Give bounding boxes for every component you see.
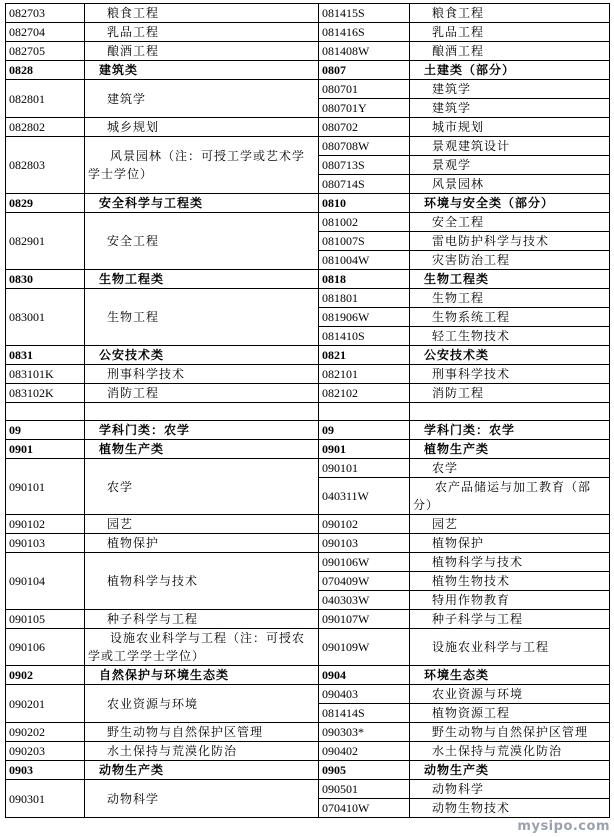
old-major-code: 080713S xyxy=(319,156,410,175)
old-major-code: 090106W xyxy=(319,553,410,572)
table-row xyxy=(6,742,610,761)
old-major-code: 080701 xyxy=(319,80,410,99)
old-major-code: 09 xyxy=(319,421,410,440)
table-row xyxy=(6,289,610,308)
old-major-code: 081801 xyxy=(319,289,410,308)
watermark: mysipo.com xyxy=(517,819,610,834)
new-major-code: 082901 xyxy=(6,213,85,270)
old-major-name: 学科门类：农学 xyxy=(410,421,610,440)
spacer-row xyxy=(6,403,610,421)
new-major-name: 动物生产类 xyxy=(85,761,319,780)
new-major-name: 城乡规划 xyxy=(85,118,319,137)
new-major-code: 090102 xyxy=(6,515,85,534)
old-major-code: 0818 xyxy=(319,270,410,289)
old-major-code: 090102 xyxy=(319,515,410,534)
old-major-name: 建筑学 xyxy=(410,99,610,118)
old-major-name: 农业资源与环境 xyxy=(410,685,610,704)
old-major-name: 植物科学与技术 xyxy=(410,553,610,572)
table-row xyxy=(6,515,610,534)
old-major-name: 公安技术类 xyxy=(410,346,610,365)
new-major-name: 建筑学 xyxy=(85,80,319,118)
new-major-name: 自然保护与环境生态类 xyxy=(85,666,319,685)
old-major-code: 081408W xyxy=(319,42,410,61)
new-major-code: 082705 xyxy=(6,42,85,61)
old-major-code: 090103 xyxy=(319,534,410,553)
new-major-name: 农学 xyxy=(85,459,319,515)
new-major-code: 083102K xyxy=(6,384,85,403)
new-major-code: 090105 xyxy=(6,610,85,629)
old-major-name: 野生动物与自然保护区管理 xyxy=(410,723,610,742)
old-major-code: 082101 xyxy=(319,365,410,384)
old-major-name: 景观建筑设计 xyxy=(410,137,610,156)
category-row xyxy=(6,421,610,440)
old-major-name: 环境与安全类（部分） xyxy=(410,194,610,213)
old-major-code: 081415S xyxy=(319,4,410,23)
table-row xyxy=(6,534,610,553)
new-major-name: 种子科学与工程 xyxy=(85,610,319,629)
old-major-code: 0904 xyxy=(319,666,410,685)
old-major-name: 酿酒工程 xyxy=(410,42,610,61)
old-major-name: 设施农业科学与工程 xyxy=(410,629,610,666)
empty-cell xyxy=(410,403,610,421)
old-major-name: 水土保持与荒漠化防治 xyxy=(410,742,610,761)
old-major-code: 081414S xyxy=(319,704,410,723)
old-major-code: 090501 xyxy=(319,780,410,799)
old-major-name: 乳品工程 xyxy=(410,23,610,42)
new-major-code: 090301 xyxy=(6,780,85,818)
old-major-code: 0821 xyxy=(319,346,410,365)
new-major-code: 090203 xyxy=(6,742,85,761)
old-major-code: 081004W xyxy=(319,251,410,270)
old-major-name: 安全工程 xyxy=(410,213,610,232)
new-major-name: 植物科学与技术 xyxy=(85,553,319,610)
new-major-name: 水土保持与荒漠化防治 xyxy=(85,742,319,761)
new-major-code: 082703 xyxy=(6,4,85,23)
old-major-code: 081007S xyxy=(319,232,410,251)
new-major-code: 0830 xyxy=(6,270,85,289)
new-major-name: 学科门类：农学 xyxy=(85,421,319,440)
new-major-code: 083101K xyxy=(6,365,85,384)
new-major-name: 园艺 xyxy=(85,515,319,534)
new-major-name: 安全科学与工程类 xyxy=(85,194,319,213)
old-major-code: 080714S xyxy=(319,175,410,194)
category-row xyxy=(6,666,610,685)
new-major-name: 刑事科学技术 xyxy=(85,365,319,384)
new-major-code: 090106 xyxy=(6,629,85,666)
old-major-name: 园艺 xyxy=(410,515,610,534)
old-major-name: 生物系统工程 xyxy=(410,308,610,327)
old-major-name: 景观学 xyxy=(410,156,610,175)
old-major-name: 城市规划 xyxy=(410,118,610,137)
table-row xyxy=(6,723,610,742)
old-major-name: 消防工程 xyxy=(410,384,610,403)
table-row xyxy=(6,610,610,629)
empty-cell xyxy=(85,403,319,421)
empty-cell xyxy=(6,403,85,421)
category-row xyxy=(6,61,610,80)
new-major-name: 安全工程 xyxy=(85,213,319,270)
old-major-code: 080708W xyxy=(319,137,410,156)
new-major-name: 公安技术类 xyxy=(85,346,319,365)
old-major-name: 土建类（部分） xyxy=(410,61,610,80)
old-major-code: 090109W xyxy=(319,629,410,666)
old-major-code: 070409W xyxy=(319,572,410,591)
old-major-code: 082102 xyxy=(319,384,410,403)
old-major-name: 种子科学与工程 xyxy=(410,610,610,629)
old-major-name: 农产品储运与加工教育（部分） xyxy=(410,478,610,515)
new-major-name: 建筑类 xyxy=(85,61,319,80)
new-major-code: 0902 xyxy=(6,666,85,685)
new-major-code: 090103 xyxy=(6,534,85,553)
old-major-code: 080702 xyxy=(319,118,410,137)
table-row xyxy=(6,4,610,23)
new-major-name: 生物工程 xyxy=(85,289,319,346)
old-major-code: 070410W xyxy=(319,799,410,818)
new-major-code: 0829 xyxy=(6,194,85,213)
old-major-name: 建筑学 xyxy=(410,80,610,99)
category-row xyxy=(6,270,610,289)
new-major-code: 09 xyxy=(6,421,85,440)
old-major-code: 090403 xyxy=(319,685,410,704)
new-major-code: 082801 xyxy=(6,80,85,118)
new-major-name: 植物保护 xyxy=(85,534,319,553)
new-major-name: 设施农业科学与工程（注：可授农学或工学学士学位） xyxy=(85,629,319,666)
old-major-name: 生物工程 xyxy=(410,289,610,308)
new-major-name: 风景园林（注：可授工学或艺术学学士学位） xyxy=(85,137,319,194)
empty-cell xyxy=(319,403,410,421)
old-major-code: 081410S xyxy=(319,327,410,346)
old-major-name: 灾害防治工程 xyxy=(410,251,610,270)
table-row xyxy=(6,137,610,156)
new-major-code: 090101 xyxy=(6,459,85,515)
old-major-code: 090101 xyxy=(319,459,410,478)
old-major-name: 特用作物教育 xyxy=(410,591,610,610)
new-major-name: 植物生产类 xyxy=(85,440,319,459)
new-major-code: 0901 xyxy=(6,440,85,459)
table-row xyxy=(6,23,610,42)
old-major-name: 动物生物技术 xyxy=(410,799,610,818)
old-major-code: 090402 xyxy=(319,742,410,761)
new-major-code: 090104 xyxy=(6,553,85,610)
new-major-code: 090202 xyxy=(6,723,85,742)
new-major-code: 082802 xyxy=(6,118,85,137)
old-major-name: 刑事科学技术 xyxy=(410,365,610,384)
category-row xyxy=(6,346,610,365)
old-major-code: 040303W xyxy=(319,591,410,610)
old-major-name: 环境生态类 xyxy=(410,666,610,685)
new-major-name: 乳品工程 xyxy=(85,23,319,42)
old-major-name: 植物保护 xyxy=(410,534,610,553)
table-row xyxy=(6,80,610,99)
old-major-name: 风景园林 xyxy=(410,175,610,194)
table-row xyxy=(6,629,610,666)
table-row xyxy=(6,365,610,384)
old-major-name: 轻工生物技术 xyxy=(410,327,610,346)
table-row xyxy=(6,553,610,572)
new-major-name: 酿酒工程 xyxy=(85,42,319,61)
new-major-code: 083001 xyxy=(6,289,85,346)
old-major-name: 粮食工程 xyxy=(410,4,610,23)
new-major-name: 生物工程类 xyxy=(85,270,319,289)
category-row xyxy=(6,761,610,780)
old-major-name: 生物工程类 xyxy=(410,270,610,289)
new-major-name: 粮食工程 xyxy=(85,4,319,23)
old-major-code: 090303* xyxy=(319,723,410,742)
major-comparison-table xyxy=(5,3,610,818)
new-major-code: 082803 xyxy=(6,137,85,194)
new-major-code: 0831 xyxy=(6,346,85,365)
old-major-code: 0901 xyxy=(319,440,410,459)
new-major-code: 090201 xyxy=(6,685,85,723)
new-major-code: 082704 xyxy=(6,23,85,42)
table-body xyxy=(6,4,610,818)
old-major-code: 040311W xyxy=(319,478,410,515)
old-major-code: 090107W xyxy=(319,610,410,629)
table-row xyxy=(6,42,610,61)
old-major-name: 植物生产类 xyxy=(410,440,610,459)
old-major-code: 081416S xyxy=(319,23,410,42)
old-major-name: 雷电防护科学与技术 xyxy=(410,232,610,251)
table-row xyxy=(6,118,610,137)
old-major-name: 动物生产类 xyxy=(410,761,610,780)
category-row xyxy=(6,194,610,213)
old-major-code: 0807 xyxy=(319,61,410,80)
table-row xyxy=(6,213,610,232)
table-row xyxy=(6,780,610,799)
new-major-name: 野生动物与自然保护区管理 xyxy=(85,723,319,742)
old-major-name: 动物科学 xyxy=(410,780,610,799)
old-major-code: 081906W xyxy=(319,308,410,327)
category-row xyxy=(6,440,610,459)
new-major-code: 0828 xyxy=(6,61,85,80)
old-major-name: 植物生物技术 xyxy=(410,572,610,591)
old-major-code: 081002 xyxy=(319,213,410,232)
table-row xyxy=(6,685,610,704)
old-major-code: 0905 xyxy=(319,761,410,780)
old-major-name: 农学 xyxy=(410,459,610,478)
new-major-code: 0903 xyxy=(6,761,85,780)
table-row xyxy=(6,459,610,478)
new-major-name: 动物科学 xyxy=(85,780,319,818)
old-major-name: 植物资源工程 xyxy=(410,704,610,723)
new-major-name: 消防工程 xyxy=(85,384,319,403)
old-major-code: 0810 xyxy=(319,194,410,213)
old-major-code: 080701Y xyxy=(319,99,410,118)
new-major-name: 农业资源与环境 xyxy=(85,685,319,723)
table-row xyxy=(6,384,610,403)
